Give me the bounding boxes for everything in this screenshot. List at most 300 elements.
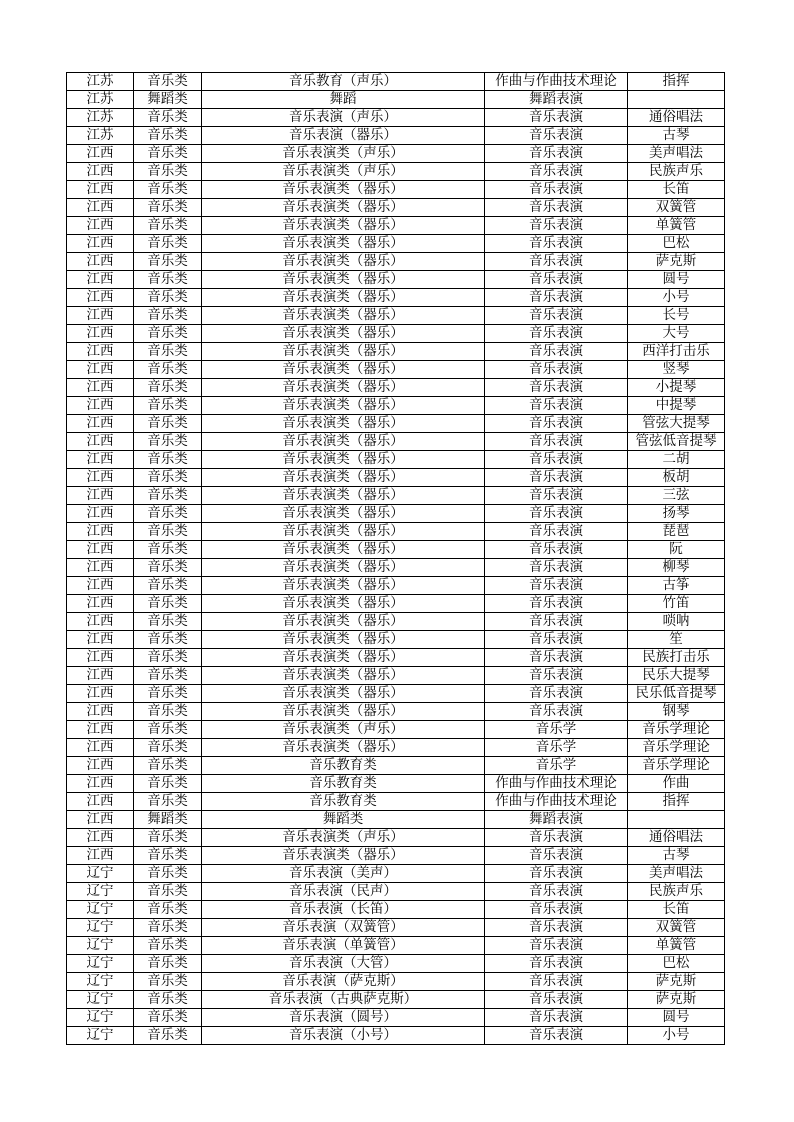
category-cell: 音乐类 — [134, 649, 202, 667]
category-cell: 音乐类 — [134, 559, 202, 577]
province-cell: 江苏 — [67, 73, 134, 91]
direction-cell: 笙 — [628, 631, 725, 649]
exam-subject-cell: 音乐表演类（器乐） — [202, 649, 485, 667]
direction-cell: 长笛 — [628, 181, 725, 199]
table-row — [67, 361, 725, 379]
province-cell: 江西 — [67, 307, 134, 325]
table-row — [67, 379, 725, 397]
exam-subject-cell: 音乐表演类（器乐） — [202, 343, 485, 361]
category-cell: 音乐类 — [134, 775, 202, 793]
province-cell: 江西 — [67, 739, 134, 757]
category-cell: 音乐类 — [134, 343, 202, 361]
category-cell: 音乐类 — [134, 667, 202, 685]
exam-subject-cell: 音乐表演类（器乐） — [202, 505, 485, 523]
direction-cell: 通俗唱法 — [628, 109, 725, 127]
category-cell: 音乐类 — [134, 613, 202, 631]
exam-subject-cell: 音乐表演类（器乐） — [202, 433, 485, 451]
table-row — [67, 811, 725, 829]
exam-subject-cell: 音乐表演（器乐） — [202, 127, 485, 145]
direction-cell: 音乐学理论 — [628, 757, 725, 775]
major-cell: 音乐表演 — [485, 631, 628, 649]
exam-subject-cell: 音乐表演类（器乐） — [202, 199, 485, 217]
province-cell: 辽宁 — [67, 937, 134, 955]
table-row — [67, 523, 725, 541]
category-cell: 音乐类 — [134, 235, 202, 253]
table-row — [67, 343, 725, 361]
major-cell: 音乐表演 — [485, 469, 628, 487]
province-cell: 江西 — [67, 397, 134, 415]
exam-subject-cell: 音乐表演类（器乐） — [202, 307, 485, 325]
major-cell: 音乐表演 — [485, 829, 628, 847]
category-cell: 音乐类 — [134, 829, 202, 847]
exam-subject-cell: 音乐表演类（器乐） — [202, 685, 485, 703]
province-cell: 江苏 — [67, 91, 134, 109]
major-cell: 音乐表演 — [485, 109, 628, 127]
major-cell: 音乐表演 — [485, 1027, 628, 1045]
direction-cell: 竹笛 — [628, 595, 725, 613]
table-row — [67, 289, 725, 307]
major-cell: 音乐表演 — [485, 271, 628, 289]
province-cell: 江西 — [67, 757, 134, 775]
table-row — [67, 775, 725, 793]
table-row — [67, 109, 725, 127]
direction-cell: 通俗唱法 — [628, 829, 725, 847]
province-cell: 江西 — [67, 775, 134, 793]
direction-cell: 琵琶 — [628, 523, 725, 541]
exam-subject-cell: 音乐表演（古典萨克斯） — [202, 991, 485, 1009]
category-cell: 音乐类 — [134, 469, 202, 487]
province-cell: 江西 — [67, 325, 134, 343]
category-cell: 音乐类 — [134, 217, 202, 235]
exam-subject-cell: 音乐表演类（声乐） — [202, 145, 485, 163]
province-cell: 辽宁 — [67, 865, 134, 883]
province-cell: 江西 — [67, 631, 134, 649]
direction-cell: 柳琴 — [628, 559, 725, 577]
table-row — [67, 163, 725, 181]
major-cell: 音乐表演 — [485, 397, 628, 415]
exam-subject-cell: 音乐表演（双簧管） — [202, 919, 485, 937]
direction-cell: 小号 — [628, 1027, 725, 1045]
exam-subject-cell: 音乐教育类 — [202, 793, 485, 811]
direction-cell: 双簧管 — [628, 919, 725, 937]
major-cell: 音乐表演 — [485, 703, 628, 721]
province-cell: 江西 — [67, 181, 134, 199]
direction-cell: 二胡 — [628, 451, 725, 469]
exam-subject-cell: 音乐表演类（器乐） — [202, 523, 485, 541]
major-cell: 音乐表演 — [485, 235, 628, 253]
table-row — [67, 703, 725, 721]
category-cell: 音乐类 — [134, 847, 202, 865]
exam-subject-cell: 音乐表演类（器乐） — [202, 379, 485, 397]
table-row — [67, 577, 725, 595]
direction-cell: 指挥 — [628, 793, 725, 811]
table-row — [67, 127, 725, 145]
table-row — [67, 667, 725, 685]
direction-cell: 小提琴 — [628, 379, 725, 397]
table-row — [67, 253, 725, 271]
direction-cell: 萨克斯 — [628, 991, 725, 1009]
table-row — [67, 991, 725, 1009]
major-cell: 音乐表演 — [485, 505, 628, 523]
exam-subject-cell: 音乐表演（声乐） — [202, 109, 485, 127]
major-cell: 音乐表演 — [485, 595, 628, 613]
direction-cell: 萨克斯 — [628, 973, 725, 991]
table-row — [67, 217, 725, 235]
major-cell: 音乐表演 — [485, 289, 628, 307]
category-cell: 音乐类 — [134, 595, 202, 613]
category-cell: 音乐类 — [134, 415, 202, 433]
table-row — [67, 595, 725, 613]
category-cell: 音乐类 — [134, 325, 202, 343]
direction-cell: 大号 — [628, 325, 725, 343]
direction-cell: 管弦大提琴 — [628, 415, 725, 433]
table-row — [67, 847, 725, 865]
direction-cell: 音乐学理论 — [628, 739, 725, 757]
exam-subject-cell: 音乐表演类（器乐） — [202, 397, 485, 415]
province-cell: 江西 — [67, 289, 134, 307]
major-cell: 音乐表演 — [485, 163, 628, 181]
exam-subject-cell: 音乐表演（民声） — [202, 883, 485, 901]
major-cell: 作曲与作曲技术理论 — [485, 775, 628, 793]
exam-subject-cell: 音乐表演类（器乐） — [202, 559, 485, 577]
category-cell: 音乐类 — [134, 883, 202, 901]
major-cell: 作曲与作曲技术理论 — [485, 73, 628, 91]
table-row — [67, 181, 725, 199]
direction-cell: 单簧管 — [628, 937, 725, 955]
major-cell: 音乐表演 — [485, 847, 628, 865]
table-row — [67, 631, 725, 649]
direction-cell: 西洋打击乐 — [628, 343, 725, 361]
direction-cell: 扬琴 — [628, 505, 725, 523]
direction-cell: 板胡 — [628, 469, 725, 487]
category-cell: 音乐类 — [134, 163, 202, 181]
exam-subject-cell: 音乐表演类（器乐） — [202, 253, 485, 271]
province-cell: 江西 — [67, 793, 134, 811]
exam-subject-cell: 音乐表演类（器乐） — [202, 739, 485, 757]
category-cell: 音乐类 — [134, 253, 202, 271]
major-cell: 音乐表演 — [485, 433, 628, 451]
exam-subject-cell: 音乐表演类（器乐） — [202, 541, 485, 559]
major-cell: 音乐表演 — [485, 685, 628, 703]
exam-subject-cell: 音乐表演类（器乐） — [202, 487, 485, 505]
major-cell: 音乐表演 — [485, 991, 628, 1009]
direction-cell: 萨克斯 — [628, 253, 725, 271]
category-cell: 音乐类 — [134, 865, 202, 883]
exam-subject-cell: 音乐表演类（器乐） — [202, 235, 485, 253]
exam-subject-cell: 音乐表演类（器乐） — [202, 415, 485, 433]
major-cell: 音乐表演 — [485, 937, 628, 955]
major-cell: 音乐表演 — [485, 325, 628, 343]
province-cell: 江西 — [67, 253, 134, 271]
direction-cell — [628, 91, 725, 109]
major-cell: 音乐学 — [485, 721, 628, 739]
direction-cell: 古筝 — [628, 577, 725, 595]
exam-subject-cell: 音乐表演（小号） — [202, 1027, 485, 1045]
province-cell: 江西 — [67, 379, 134, 397]
category-cell: 音乐类 — [134, 397, 202, 415]
category-cell: 音乐类 — [134, 127, 202, 145]
major-cell: 音乐表演 — [485, 217, 628, 235]
direction-cell: 中提琴 — [628, 397, 725, 415]
exam-subject-cell: 音乐表演类（声乐） — [202, 163, 485, 181]
province-cell: 江西 — [67, 829, 134, 847]
table-row — [67, 649, 725, 667]
major-cell: 音乐表演 — [485, 361, 628, 379]
province-cell: 江西 — [67, 361, 134, 379]
major-cell: 音乐表演 — [485, 973, 628, 991]
major-cell: 音乐表演 — [485, 649, 628, 667]
province-cell: 江西 — [67, 811, 134, 829]
exam-subject-cell: 音乐表演（圆号） — [202, 1009, 485, 1027]
exam-subject-cell: 音乐表演（单簧管） — [202, 937, 485, 955]
exam-subject-cell: 音乐教育（声乐） — [202, 73, 485, 91]
exam-subject-cell: 音乐表演类（器乐） — [202, 613, 485, 631]
direction-cell: 作曲 — [628, 775, 725, 793]
category-cell: 音乐类 — [134, 1009, 202, 1027]
major-cell: 音乐表演 — [485, 919, 628, 937]
direction-cell: 民乐大提琴 — [628, 667, 725, 685]
direction-cell: 圆号 — [628, 1009, 725, 1027]
major-cell: 音乐表演 — [485, 559, 628, 577]
table-row — [67, 541, 725, 559]
category-cell: 音乐类 — [134, 271, 202, 289]
exam-subject-cell: 音乐表演类（器乐） — [202, 577, 485, 595]
exam-subject-cell: 音乐表演（萨克斯） — [202, 973, 485, 991]
exam-subject-cell: 舞蹈 — [202, 91, 485, 109]
province-cell: 江西 — [67, 613, 134, 631]
major-cell: 音乐表演 — [485, 577, 628, 595]
category-cell: 音乐类 — [134, 901, 202, 919]
province-cell: 江西 — [67, 685, 134, 703]
category-cell: 音乐类 — [134, 523, 202, 541]
province-cell: 辽宁 — [67, 973, 134, 991]
direction-cell: 美声唱法 — [628, 865, 725, 883]
direction-cell: 民乐低音提琴 — [628, 685, 725, 703]
major-cell: 舞蹈表演 — [485, 811, 628, 829]
major-cell: 音乐表演 — [485, 127, 628, 145]
category-cell: 音乐类 — [134, 919, 202, 937]
category-cell: 音乐类 — [134, 181, 202, 199]
province-cell: 江西 — [67, 415, 134, 433]
category-cell: 音乐类 — [134, 703, 202, 721]
category-cell: 音乐类 — [134, 505, 202, 523]
exam-subject-cell: 舞蹈类 — [202, 811, 485, 829]
province-cell: 江苏 — [67, 109, 134, 127]
category-cell: 音乐类 — [134, 487, 202, 505]
table-row — [67, 973, 725, 991]
exam-subject-cell: 音乐表演（大管） — [202, 955, 485, 973]
table-row — [67, 91, 725, 109]
province-cell: 江西 — [67, 577, 134, 595]
province-cell: 江西 — [67, 523, 134, 541]
province-cell: 江西 — [67, 235, 134, 253]
table-row — [67, 937, 725, 955]
province-cell: 辽宁 — [67, 919, 134, 937]
table-row — [67, 415, 725, 433]
major-cell: 音乐表演 — [485, 307, 628, 325]
exam-subject-cell: 音乐表演类（器乐） — [202, 271, 485, 289]
table-row — [67, 757, 725, 775]
province-cell: 江西 — [67, 595, 134, 613]
major-cell: 音乐表演 — [485, 865, 628, 883]
exam-subject-cell: 音乐表演类（声乐） — [202, 829, 485, 847]
category-cell: 音乐类 — [134, 991, 202, 1009]
table-row — [67, 397, 725, 415]
category-cell: 音乐类 — [134, 721, 202, 739]
major-cell: 音乐表演 — [485, 343, 628, 361]
province-cell: 辽宁 — [67, 901, 134, 919]
category-cell: 音乐类 — [134, 451, 202, 469]
province-cell: 江西 — [67, 721, 134, 739]
exam-subject-cell: 音乐教育类 — [202, 775, 485, 793]
table-row — [67, 235, 725, 253]
province-cell: 江西 — [67, 451, 134, 469]
table-row — [67, 307, 725, 325]
category-cell: 音乐类 — [134, 289, 202, 307]
table-row — [67, 199, 725, 217]
table-row — [67, 919, 725, 937]
province-cell: 江西 — [67, 559, 134, 577]
table-row — [67, 145, 725, 163]
major-cell: 音乐表演 — [485, 379, 628, 397]
category-cell: 音乐类 — [134, 757, 202, 775]
table-row — [67, 505, 725, 523]
category-cell: 音乐类 — [134, 541, 202, 559]
category-cell: 音乐类 — [134, 577, 202, 595]
direction-cell: 民族声乐 — [628, 883, 725, 901]
table-body — [67, 73, 725, 1045]
category-cell: 音乐类 — [134, 433, 202, 451]
exam-subject-cell: 音乐表演类（器乐） — [202, 469, 485, 487]
category-cell: 音乐类 — [134, 145, 202, 163]
category-cell: 音乐类 — [134, 199, 202, 217]
direction-cell: 古琴 — [628, 127, 725, 145]
table-row — [67, 793, 725, 811]
table-row — [67, 901, 725, 919]
province-cell: 江西 — [67, 271, 134, 289]
major-cell: 作曲与作曲技术理论 — [485, 793, 628, 811]
direction-cell: 单簧管 — [628, 217, 725, 235]
table-row — [67, 865, 725, 883]
category-cell: 舞蹈类 — [134, 811, 202, 829]
category-cell: 音乐类 — [134, 1027, 202, 1045]
major-cell: 音乐表演 — [485, 145, 628, 163]
major-cell: 音乐表演 — [485, 415, 628, 433]
direction-cell: 巴松 — [628, 955, 725, 973]
table-row — [67, 559, 725, 577]
table-row — [67, 487, 725, 505]
major-cell: 音乐学 — [485, 757, 628, 775]
category-cell: 音乐类 — [134, 361, 202, 379]
province-cell: 辽宁 — [67, 883, 134, 901]
table-row — [67, 1009, 725, 1027]
major-cell: 舞蹈表演 — [485, 91, 628, 109]
direction-cell: 指挥 — [628, 73, 725, 91]
table-row — [67, 433, 725, 451]
province-cell: 江西 — [67, 145, 134, 163]
table-row — [67, 613, 725, 631]
direction-cell: 长号 — [628, 307, 725, 325]
direction-cell: 美声唱法 — [628, 145, 725, 163]
exam-subject-cell: 音乐表演类（器乐） — [202, 181, 485, 199]
province-cell: 江西 — [67, 487, 134, 505]
direction-cell: 长笛 — [628, 901, 725, 919]
province-cell: 江西 — [67, 541, 134, 559]
province-cell: 江西 — [67, 667, 134, 685]
direction-cell: 音乐学理论 — [628, 721, 725, 739]
category-cell: 音乐类 — [134, 685, 202, 703]
province-cell: 江西 — [67, 163, 134, 181]
exam-subject-cell: 音乐表演类（器乐） — [202, 631, 485, 649]
province-cell: 江西 — [67, 703, 134, 721]
province-cell: 江西 — [67, 217, 134, 235]
exam-subject-cell: 音乐表演类（器乐） — [202, 847, 485, 865]
province-cell: 江西 — [67, 199, 134, 217]
major-cell: 音乐表演 — [485, 253, 628, 271]
table-row — [67, 451, 725, 469]
major-cell: 音乐表演 — [485, 523, 628, 541]
province-cell: 江西 — [67, 469, 134, 487]
table-row — [67, 73, 725, 91]
category-cell: 音乐类 — [134, 739, 202, 757]
direction-cell: 巴松 — [628, 235, 725, 253]
direction-cell: 双簧管 — [628, 199, 725, 217]
category-cell: 音乐类 — [134, 955, 202, 973]
major-cell: 音乐表演 — [485, 1009, 628, 1027]
category-cell: 音乐类 — [134, 973, 202, 991]
province-cell: 江西 — [67, 343, 134, 361]
exam-subject-cell: 音乐表演类（声乐） — [202, 721, 485, 739]
province-cell: 江西 — [67, 649, 134, 667]
major-cell: 音乐学 — [485, 739, 628, 757]
province-cell: 辽宁 — [67, 1009, 134, 1027]
direction-cell: 竖琴 — [628, 361, 725, 379]
category-cell: 音乐类 — [134, 307, 202, 325]
program-table — [66, 72, 725, 1045]
direction-cell: 古琴 — [628, 847, 725, 865]
direction-cell: 三弦 — [628, 487, 725, 505]
major-cell: 音乐表演 — [485, 199, 628, 217]
direction-cell: 阮 — [628, 541, 725, 559]
table-row — [67, 685, 725, 703]
province-cell: 江西 — [67, 505, 134, 523]
exam-subject-cell: 音乐表演类（器乐） — [202, 667, 485, 685]
province-cell: 辽宁 — [67, 955, 134, 973]
major-cell: 音乐表演 — [485, 541, 628, 559]
direction-cell: 民族打击乐 — [628, 649, 725, 667]
exam-subject-cell: 音乐表演类（器乐） — [202, 325, 485, 343]
province-cell: 辽宁 — [67, 1027, 134, 1045]
category-cell: 音乐类 — [134, 793, 202, 811]
table-row — [67, 1027, 725, 1045]
exam-subject-cell: 音乐教育类 — [202, 757, 485, 775]
category-cell: 音乐类 — [134, 937, 202, 955]
table-row — [67, 325, 725, 343]
table-row — [67, 883, 725, 901]
category-cell: 舞蹈类 — [134, 91, 202, 109]
direction-cell: 唢呐 — [628, 613, 725, 631]
direction-cell: 管弦低音提琴 — [628, 433, 725, 451]
province-cell: 江西 — [67, 433, 134, 451]
exam-subject-cell: 音乐表演类（器乐） — [202, 289, 485, 307]
document-page — [66, 72, 725, 1045]
table-row — [67, 739, 725, 757]
major-cell: 音乐表演 — [485, 901, 628, 919]
table-row — [67, 469, 725, 487]
category-cell: 音乐类 — [134, 109, 202, 127]
province-cell: 辽宁 — [67, 991, 134, 1009]
major-cell: 音乐表演 — [485, 667, 628, 685]
